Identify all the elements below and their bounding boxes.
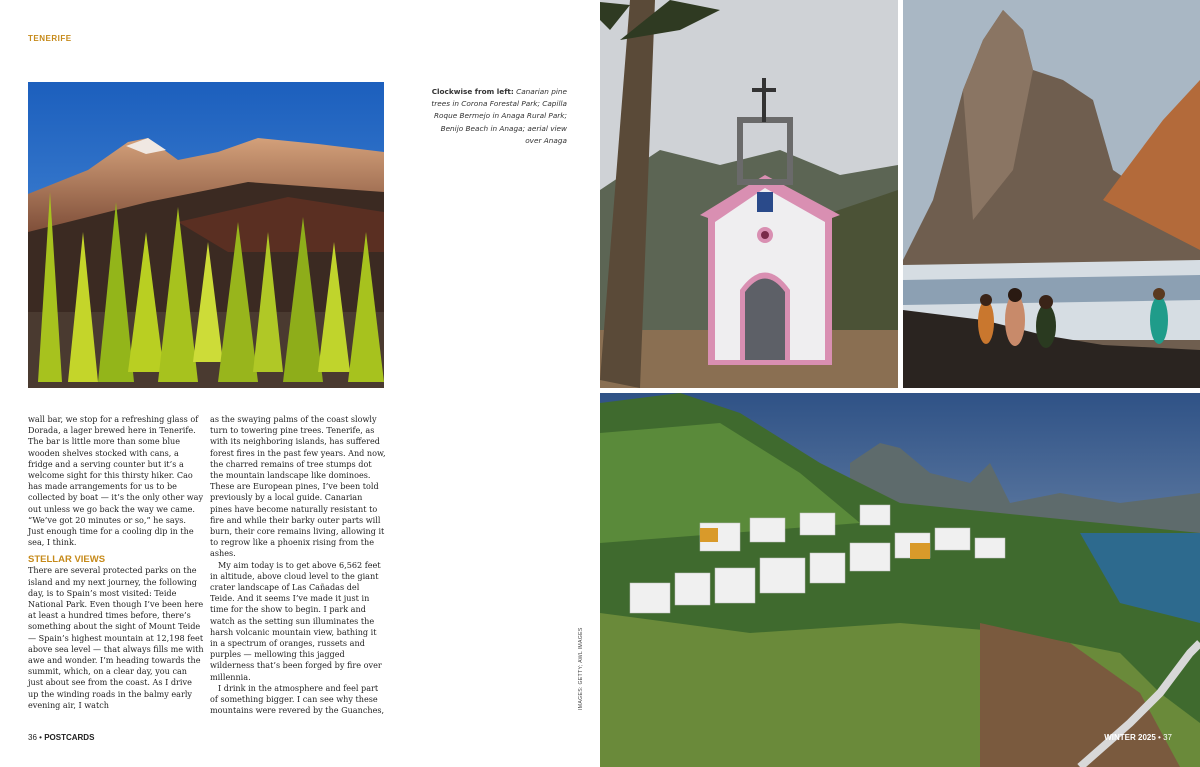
photo-teide-pines-art xyxy=(28,82,384,388)
body-column-1 xyxy=(28,414,204,711)
photo-caption xyxy=(430,86,567,147)
paragraph: wall bar, we stop for a refreshing glass of Dorada, a lager brewed here in Tenerife. The bar is little more than some blue wooden shelves stocked with cans, a fridge and a serving counter but it’s a welcome sight for this thirsty hiker. Cao has made arrangements for us to be collected by boat — it’s the only other way out unless we go back the way we came. “We’ve got 20 minutes or so,” he says. Just enough time for a cooling dip in the sea, I think. xyxy=(28,414,204,548)
paragraph: I drink in the atmosphere and feel part of something bigger. I can see why these mountains were revered by the Guanches, xyxy=(210,682,385,716)
running-head-left: TENERIFE xyxy=(28,34,72,43)
subhead-stellar-views: STELLAR VIEWS xyxy=(28,554,106,566)
photo-benijo-beach-art xyxy=(903,0,1200,388)
folio-left xyxy=(28,733,94,742)
caption-text: Canarian pine trees in Corona Forestal Park; Capilla Roque Bermejo in Anaga Rural Park; Benijo Beach in Anaga; aerial view over Anaga xyxy=(431,87,567,145)
paragraph: My aim today is to get above 6,562 feet in altitude, above cloud level to the giant crater landscape of Las Cañadas del Teide. And it seems I’ve made it just in time for the show to begin. I park and watch as the setting sun illuminates the harsh volcanic mountain view, bathing it in a spectrum of oranges, russets and purples — mellowing this jagged wilderness that’s been forged by fire over millennia. xyxy=(210,559,382,682)
photo-teide-pines xyxy=(28,82,384,388)
photo-benijo-beach xyxy=(903,0,1200,388)
folio-separator: • xyxy=(1158,733,1161,742)
photo-credit xyxy=(575,627,591,710)
paragraph: as the swaying palms of the coast slowly turn to towering pine trees. Tenerife, as with its neighboring islands, has suffered forest fires in the past few years. And now, the charred remains of tree stumps dot the mountain landscape like dominoes. These are European pines, I’ve been told previously by a local guide. Canarian pines have become naturally resistant to fire and while their barky outer parts will burn, their core remains living, allowing it to regrow like a phoenix rising from the ashes. xyxy=(210,414,386,559)
folio-right xyxy=(1104,733,1172,742)
page-number-left: 36 xyxy=(28,733,37,742)
magazine-name: POSTCARDS xyxy=(44,733,95,742)
photo-chapel xyxy=(600,0,898,388)
photo-chapel-art xyxy=(600,0,898,388)
body-column-2 xyxy=(210,414,386,716)
photo-anaga-aerial-art xyxy=(600,393,1200,767)
page-number-right: 37 xyxy=(1163,733,1172,742)
caption-lead: Clockwise from left: xyxy=(431,87,514,96)
paragraph: There are several protected parks on the island and my next journey, the following day, is to Spain’s most visited: Teide National Park. Even though I’ve been here at least a hundred times before, there’s something about the sight of Mount Teide — Spain’s highest mountain at 12,198 feet above sea level — that always fills me with awe and wonder. I’m heading towards the summit, which, on a clear day, you can just about see from the coast. As I drive up the winding roads in the balmy early evening air, I watch xyxy=(28,565,204,710)
issue-name: WINTER 2025 xyxy=(1104,733,1156,742)
photo-anaga-aerial xyxy=(600,393,1200,767)
photo-credit-text: IMAGES: GETTY; AWL IMAGES xyxy=(578,627,584,710)
folio-separator: • xyxy=(39,733,42,742)
